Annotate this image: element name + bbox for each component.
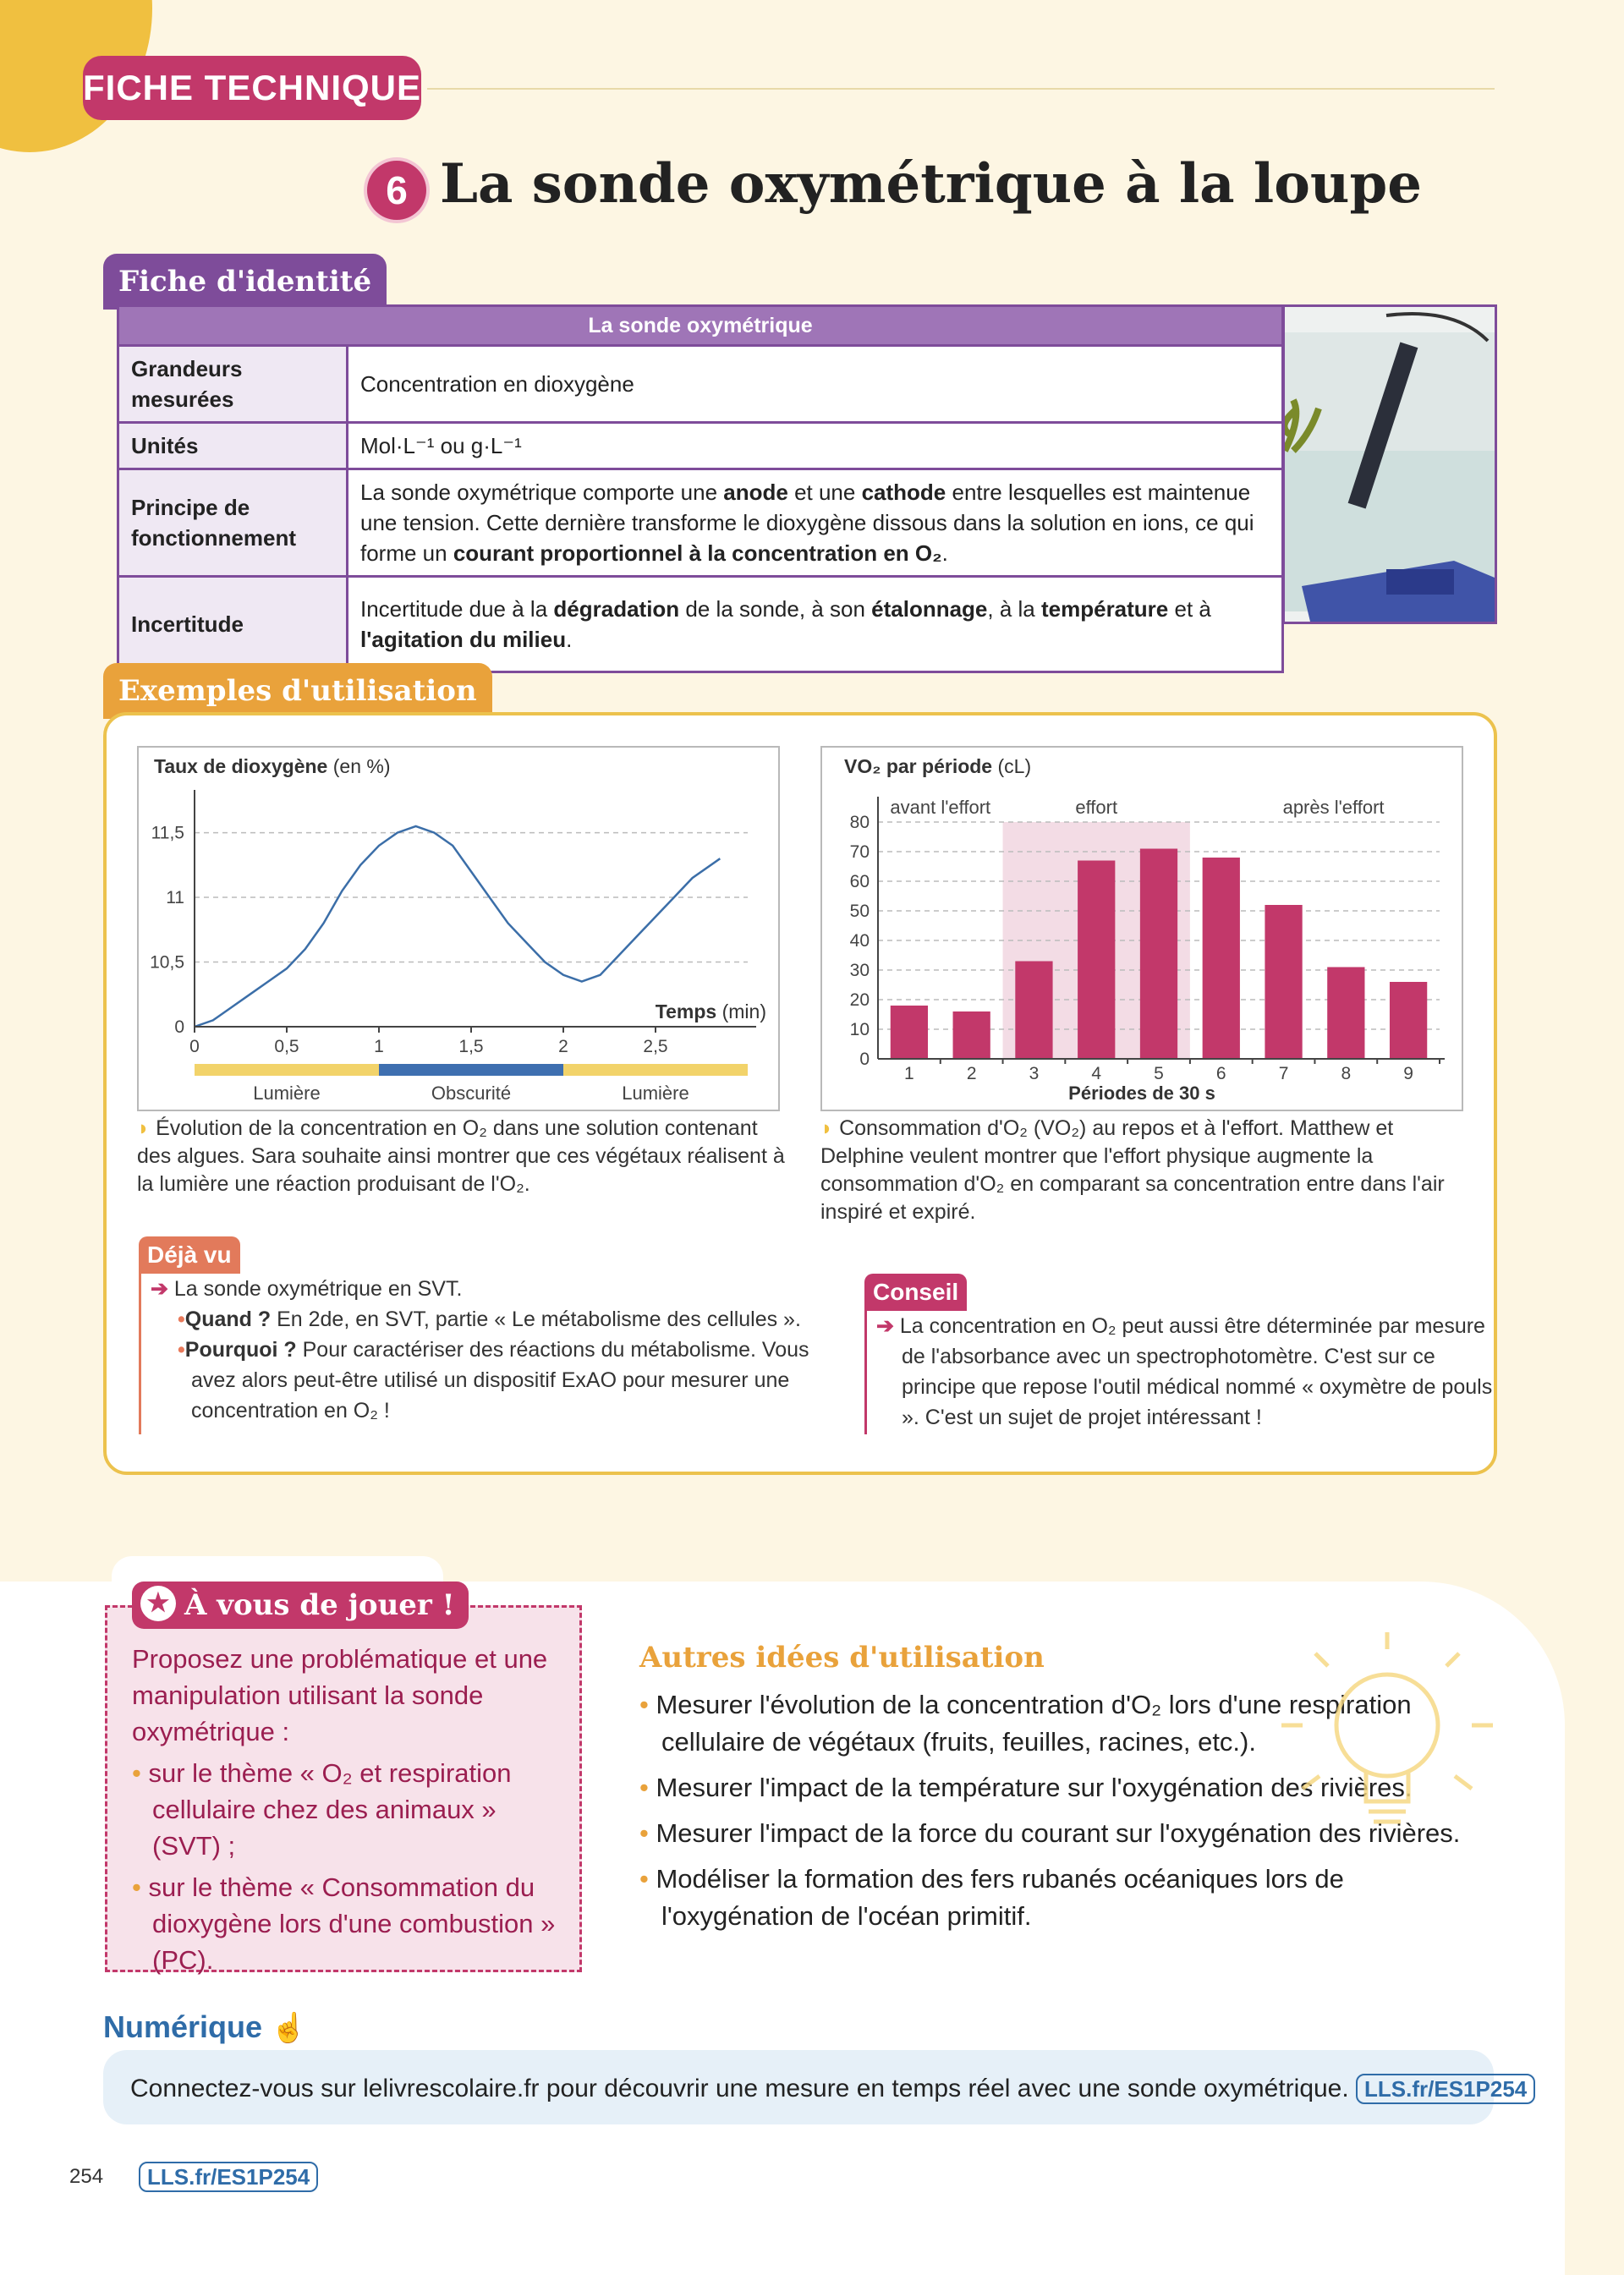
oxygen-line-chart xyxy=(137,746,780,1111)
row-value-incertitude: Incertitude due à la dégradation de la sonde, à son étalonnage, à la température et à l'agitation du milieu. xyxy=(348,577,1283,672)
light-band xyxy=(195,1064,379,1076)
lightbulb-icon xyxy=(1269,1632,1506,1852)
chart2-ylabel: VO₂ par période xyxy=(844,755,993,777)
chart1-xlabel: Temps xyxy=(655,1000,717,1022)
y-tick-label: 0 xyxy=(174,1017,184,1037)
conseil-text: ➔ La concentration en O₂ peut aussi être déterminée par mesure de l'absorbance avec un spectrophotomètre. C'est sur ce principe que repose l'outil médical nommé « oxymètre de pouls ». C'est un sujet de projet intéressant ! xyxy=(876,1314,1493,1429)
pointer-hand-icon: ☝ xyxy=(271,2012,307,2044)
bar xyxy=(1390,982,1427,1059)
list-item: • Modéliser la formation des fers rubanés océaniques lors de l'oxygénation de l'océan primitif. xyxy=(639,1864,1344,1931)
exemples-section-tag: Exemples d'utilisation xyxy=(103,663,492,719)
y-tick-label: 80 xyxy=(849,813,870,832)
svg-text:Taux de dioxygène (en %) xyxy=(154,755,391,777)
vo2-bar-chart xyxy=(820,746,1463,1111)
caption-bar-chart: ◗ Consommation d'O₂ (VO₂) au repos et à l'effort. Matthew et Delphine veulent montrer que l'effort physique augmente la consommation d'O₂ en comparant sa concentration entre dans l'air inspiré et expiré. xyxy=(820,1116,1445,1224)
chart2-ylabel-unit: (cL) xyxy=(997,755,1032,777)
oxygen-series-line xyxy=(195,826,720,1027)
identite-table-title: La sonde oxymétrique xyxy=(118,306,1283,346)
bar xyxy=(891,1006,928,1059)
y-tick-label: 0 xyxy=(859,1050,870,1069)
bar xyxy=(1015,962,1052,1060)
phase-label: effort xyxy=(1075,797,1118,818)
deja-vu-tag: Déjà vu xyxy=(139,1236,240,1274)
y-tick-label: 40 xyxy=(849,931,870,951)
list-item: • Mesurer l'impact de la force du courant sur l'oxygénation des rivières. xyxy=(639,1818,1461,1848)
x-tick-label: 1,5 xyxy=(458,1037,484,1056)
y-tick-label: 50 xyxy=(849,902,870,921)
chart1-ylabel-unit: (en %) xyxy=(332,755,391,777)
svg-text:VO₂ par période (cL) xyxy=(844,755,1031,777)
list-item: • Mesurer l'impact de la température sur l'oxygénation des rivières. xyxy=(639,1773,1413,1802)
phase-label: après l'effort xyxy=(1282,797,1385,818)
phase-label: avant l'effort xyxy=(890,797,991,818)
light-band xyxy=(563,1064,748,1076)
row-label: Principe de fonctionnement xyxy=(118,469,348,577)
header-divider xyxy=(427,88,1495,90)
numerique-link[interactable]: LLS.fr/ES1P254 xyxy=(1356,2074,1535,2104)
fiche-number: 6 xyxy=(367,161,426,220)
fiche-technique-tag: FICHE TECHNIQUE xyxy=(83,56,421,120)
bar xyxy=(953,1011,990,1059)
y-tick-label: 70 xyxy=(849,842,870,862)
row-value-principe: La sonde oxymétrique comporte une anode et une cathode entre lesquelles est maintenue une tension. Cette dernière transforme le dioxygène dissous dans la solution en ions, ce qui forme un courant proportionnel à la concentration en O₂. xyxy=(348,469,1283,577)
light-band xyxy=(379,1064,563,1076)
y-tick-label: 11,5 xyxy=(151,823,184,843)
y-tick-label: 30 xyxy=(849,961,870,980)
band-label: Lumière xyxy=(622,1083,689,1104)
bar xyxy=(1265,905,1302,1059)
footer-link[interactable]: LLS.fr/ES1P254 xyxy=(139,2162,318,2192)
y-tick-label: 10 xyxy=(849,1020,870,1039)
x-tick-label: 6 xyxy=(1215,1064,1226,1083)
numerique-title: Numérique ☝ xyxy=(103,2009,307,2044)
deja-vu-rule xyxy=(139,1272,141,1434)
caption-line-chart: ◗ Évolution de la concentration en O₂ dans une solution contenant des algues. Sara souhaite ainsi montrer que ces végétaux réalisent à la lumière une réaction produisant de l'O₂. xyxy=(137,1116,785,1196)
autres-title: Autres idées d'utilisation xyxy=(639,1641,1045,1675)
bar xyxy=(1078,861,1115,1060)
page-title: La sonde oxymétrique à la loupe xyxy=(440,152,1422,216)
y-tick-label: 60 xyxy=(849,872,870,891)
vo2-bar-chart-svg xyxy=(822,748,1462,1110)
band-label: Obscurité xyxy=(431,1083,512,1104)
probe-photo xyxy=(1282,304,1497,624)
row-label: Incertitude xyxy=(118,577,348,672)
bar xyxy=(1327,968,1364,1060)
row-label: Unités xyxy=(118,423,348,469)
chart1-ylabel: Taux de dioxygène xyxy=(154,755,328,777)
x-tick-label: 0 xyxy=(189,1037,200,1056)
identite-section-tag: Fiche d'identité xyxy=(103,254,387,310)
x-tick-label: 2,5 xyxy=(643,1037,668,1056)
svg-text:Temps (min) xyxy=(656,1000,766,1022)
jouer-text: Proposez une problématique et une manipulation utilisant la sonde oxymétrique : • sur le thème « O₂ et respiration cellulaire chez des animaux » (SVT) ; • sur le thème « Consommation du dioxygène lors d'une combustion » (PC). xyxy=(132,1644,556,1975)
x-tick-label: 2 xyxy=(966,1064,977,1083)
bar xyxy=(1203,858,1240,1059)
page-number: 254 xyxy=(69,2165,104,2188)
star-icon: ★ xyxy=(140,1586,176,1621)
y-tick-label: 10,5 xyxy=(150,952,184,973)
x-tick-label: 1 xyxy=(374,1037,384,1056)
oxygen-line-chart-svg xyxy=(139,748,778,1110)
x-tick-label: 3 xyxy=(1029,1064,1040,1083)
jouer-tag: ★ À vous de jouer ! xyxy=(132,1582,469,1629)
x-tick-label: 2 xyxy=(558,1037,568,1056)
band-label: Lumière xyxy=(253,1083,321,1104)
x-tick-label: 0,5 xyxy=(274,1037,299,1056)
x-tick-label: 9 xyxy=(1403,1064,1413,1083)
x-tick-label: 4 xyxy=(1091,1064,1102,1083)
y-tick-label: 11 xyxy=(166,888,184,908)
x-tick-label: 7 xyxy=(1278,1064,1289,1083)
x-tick-label: 1 xyxy=(904,1064,914,1083)
chart1-xlabel-unit: (min) xyxy=(721,1000,766,1022)
row-label: Grandeurs mesurées xyxy=(118,346,348,423)
row-value: Mol·L⁻¹ ou g·L⁻¹ xyxy=(348,423,1283,469)
identite-table xyxy=(117,304,1284,673)
bar xyxy=(1140,849,1177,1060)
row-value: Concentration en dioxygène xyxy=(348,346,1283,423)
x-tick-label: 5 xyxy=(1154,1064,1164,1083)
x-tick-label: 8 xyxy=(1341,1064,1352,1083)
numerique-text: Connectez-vous sur lelivrescolaire.fr pour découvrir une mesure en temps réel avec une sonde oxymétrique. LLS.fr/ES1P254 xyxy=(130,2074,1535,2104)
conseil-rule xyxy=(864,1309,867,1434)
deja-vu-text: ➔ La sonde oxymétrique en SVT. •Quand ? En 2de, en SVT, partie « Le métabolisme des cellules ». •Pourquoi ? Pour caractériser des réactions du métabolisme. Vous avez alors peut-être utilisé un dispositif ExAO pour mesurer une concentration en O₂ ! xyxy=(151,1277,809,1423)
y-tick-label: 20 xyxy=(849,990,870,1010)
conseil-tag: Conseil xyxy=(864,1274,967,1311)
list-item: • Mesurer l'évolution de la concentration d'O₂ lors d'une respiration cellulaire de végétaux (fruits, feuilles, racines, etc.). xyxy=(639,1690,1412,1757)
chart2-xlabel: Périodes de 30 s xyxy=(1068,1083,1215,1104)
